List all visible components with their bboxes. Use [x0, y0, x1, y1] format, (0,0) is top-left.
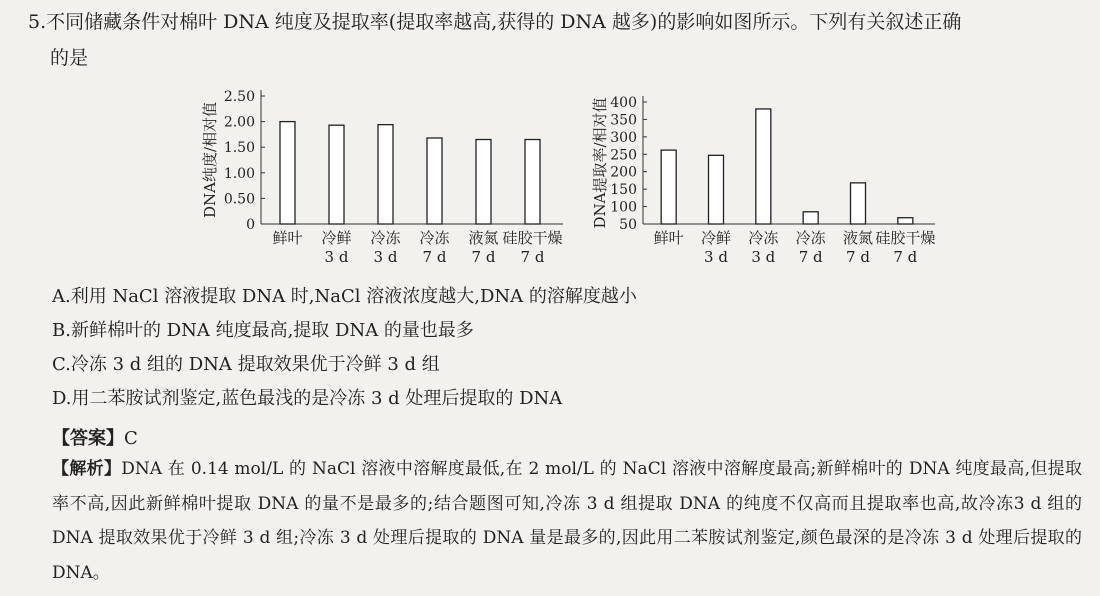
- analysis-text: DNA 在 0.14 mol/L 的 NaCl 溶液中溶解度最低,在 2 mol/L 的 NaCl 溶液中溶解度最高;新鲜棉叶的 DNA 纯度最高,但提取率不高,因此新鲜棉叶提取 DNA 的量不是最多的;结合题图可知,冷冻 3 d 组提取 DNA 的纯度不仅高而且提取率也高,故冷冻3 d 组的 DNA 提取效果优于冷鲜 3 d 组;冷冻 3 d 处理后提取的 DNA 量是最多的,因此用二苯胺试剂鉴定,颜色最深的是冷冻 3 d 处理后提取的 DNA。: [52, 459, 1083, 583]
- x-tick-label-sub: 7 d: [846, 248, 870, 266]
- x-tick-label-sub: 3 d: [373, 248, 398, 266]
- bar: [661, 150, 676, 224]
- y-axis-label: DNA提取率/相对值: [591, 97, 609, 229]
- option-c-label: C.: [52, 354, 71, 375]
- question-text: 不同储藏条件对棉叶 DNA 纯度及提取率(提取率越高,获得的 DNA 越多)的影响如图所示。下列有关叙述正确: [46, 11, 962, 33]
- bar: [427, 138, 442, 224]
- x-tick-label: 鲜叶: [653, 229, 684, 247]
- bar: [476, 140, 491, 224]
- y-tick-label: 50: [619, 217, 637, 233]
- answer-line: [52, 422, 138, 456]
- option-a-label: A.: [52, 286, 71, 307]
- x-tick-label: 冷鲜: [700, 229, 732, 247]
- y-tick-label: 250: [610, 147, 637, 164]
- y-tick-label: 200: [610, 164, 637, 181]
- bar: [756, 109, 771, 224]
- options-list: [52, 280, 637, 416]
- x-tick-label-sub: 7 d: [520, 248, 545, 266]
- question-line-1: [28, 4, 1088, 40]
- yield-bar-chart: [585, 84, 945, 270]
- option-d: [52, 382, 637, 416]
- x-tick-label-sub: 3 d: [751, 248, 776, 266]
- bar: [280, 122, 295, 224]
- y-tick-label: 2.00: [223, 114, 255, 131]
- question-number: 5.: [28, 11, 47, 33]
- question-line-2: 的是: [50, 47, 89, 69]
- x-tick-label-sub: 3 d: [704, 248, 728, 266]
- x-tick-label: 冷冻: [795, 229, 826, 247]
- option-b: [52, 314, 637, 348]
- x-tick-label: 鲜叶: [272, 229, 303, 247]
- y-tick-label: 100: [610, 199, 637, 216]
- answer-value: C: [124, 428, 138, 449]
- bar: [525, 140, 540, 224]
- x-tick-label: 硅胶干燥: [502, 229, 563, 247]
- x-tick-label: 冷冻: [748, 229, 779, 247]
- bar: [709, 155, 724, 224]
- x-tick-label-sub: 7 d: [471, 248, 496, 266]
- answer-label: 【答案】: [52, 428, 124, 449]
- x-tick-label: 冷冻: [370, 229, 401, 247]
- purity-bar-chart: [195, 84, 570, 270]
- x-tick-label-sub: 3 d: [324, 248, 349, 266]
- bar: [851, 183, 866, 224]
- x-tick-label: 液氮: [468, 229, 499, 247]
- option-d-text: 用二苯胺试剂鉴定,蓝色最浅的是冷冻 3 d 处理后提取的 DNA: [71, 388, 563, 409]
- option-d-label: D.: [52, 388, 72, 409]
- y-tick-label: 2.50: [223, 89, 255, 105]
- analysis-paragraph: [52, 452, 1082, 590]
- x-tick-label: 冷冻: [419, 229, 450, 247]
- option-a: [52, 280, 637, 314]
- x-tick-label-sub: 7 d: [422, 248, 447, 266]
- question-stem: [28, 4, 1088, 76]
- x-tick-label: 冷鲜: [321, 229, 352, 247]
- x-tick-label-sub: 7 d: [893, 248, 918, 266]
- option-c: [52, 348, 637, 382]
- y-tick-label: 0: [246, 217, 255, 233]
- option-c-text: 冷冻 3 d 组的 DNA 提取效果优于冷鲜 3 d 组: [70, 354, 440, 375]
- y-tick-label: 350: [610, 112, 637, 129]
- y-tick-label: 400: [610, 95, 637, 111]
- bar: [803, 212, 818, 224]
- analysis-label: 【解析】: [52, 459, 122, 479]
- x-tick-label-sub: 7 d: [798, 248, 823, 266]
- option-b-label: B.: [52, 320, 71, 341]
- y-tick-label: 0.50: [223, 191, 255, 208]
- option-a-text: 利用 NaCl 溶液提取 DNA 时,NaCl 溶液浓度越大,DNA 的溶解度越小: [70, 286, 637, 307]
- y-tick-label: 1.50: [223, 140, 255, 157]
- y-axis-label: DNA纯度/相对值: [201, 101, 219, 219]
- bar: [378, 125, 393, 224]
- y-tick-label: 150: [610, 182, 637, 199]
- x-tick-label: 液氮: [842, 229, 874, 247]
- option-b-text: 新鲜棉叶的 DNA 纯度最高,提取 DNA 的量也最多: [70, 320, 474, 341]
- bar: [329, 125, 344, 224]
- bar: [898, 218, 913, 224]
- y-tick-label: 1.00: [223, 165, 255, 182]
- x-tick-label: 硅胶干燥: [875, 229, 936, 247]
- y-tick-label: 300: [610, 129, 637, 146]
